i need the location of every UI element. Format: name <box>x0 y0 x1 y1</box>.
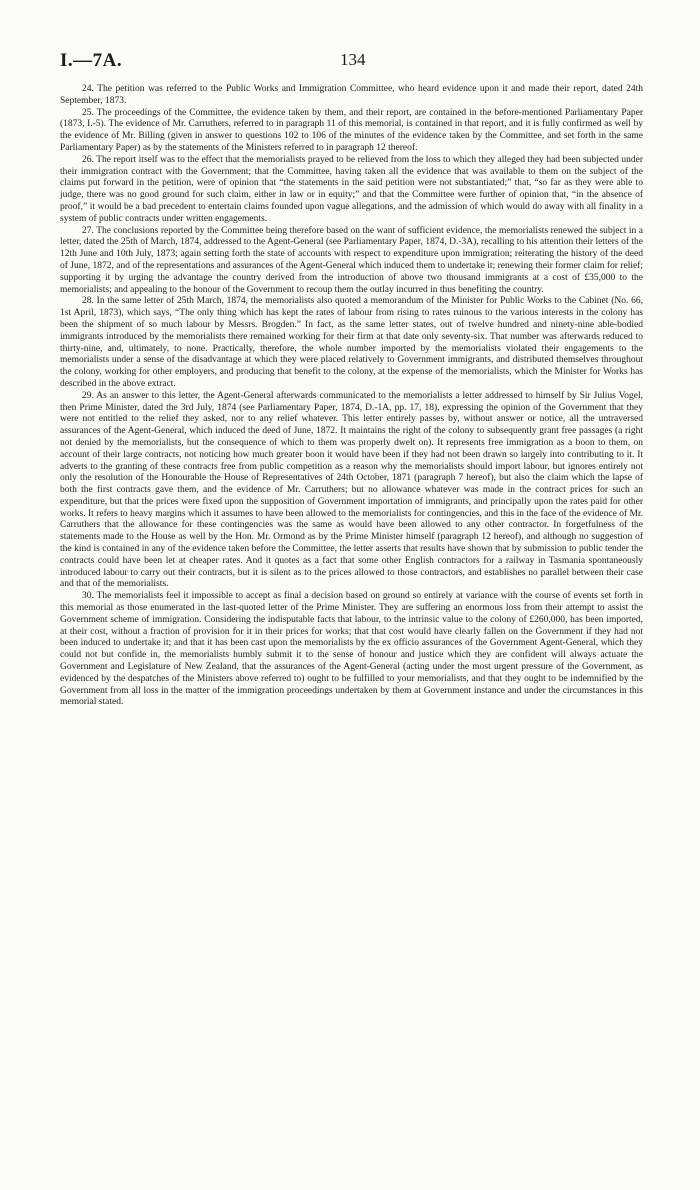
page-number: 134 <box>340 50 366 69</box>
memorial-text <box>60 84 643 709</box>
paragraph-27: 27. The conclusions reported by the Committee being therefore based on the want of sufficient evidence, the memorialists renewed the subject in a letter, dated the 25th of March, 1874, addressed to the Agent-General (see Parliamentary Paper, 1874, D.-3A), recalling to his attention their letters of the 12th June and 10th July, 1873; again setting forth the state of accounts with respect to expenditure upon immigration; reiterating the history of the deed of June, 1872, and of the representations and assurances of the Agent-General which induced them to undertake it; renewing their former claim for relief; supporting it by urging the advantage the country derived from the introduction of above two thousand immigrants at a cost of £35,000 to the memorialists; and appealing to the honour of the Government to recoup them the outlay incurred in thus benefiting the country. <box>60 225 643 295</box>
page-header <box>60 50 642 72</box>
paragraph-30: 30. The memorialists feel it impossible to accept as final a decision based on ground so entirely at variance with the course of events set forth in this memorial as those enumerated in the last-quoted letter of the Prime Minister. They are suffering an enormous loss from their attempt to assist the Government scheme of immigration. Considering the indisputable facts that labour, to the intrinsic value to the colony of £260,000, has been imported, at their cost, without a fraction of provision for it in their prices for works; that that cost would have clearly fallen on the Government if they had not been induced to undertake it; and that it has been cast upon the memorialists by the ex officio assurances of the Government Agent-General, which they could not but confide in, the memorialists humbly submit it to the sense of honour and justice which they are confident will always actuate the Government and Legislature of New Zealand, that the assurances of the Agent-General (acting under the most urgent pressure of the Government, as evidenced by the despatches of the Ministers above referred to) ought to be fulfilled to your memorialists, and that they ought to be indemnified by the Government from all loss in the matter of the immigration proceedings undertaken by them at Government instance and under the circumstances in this memorial stated. <box>60 591 643 708</box>
paragraph-29: 29. As an answer to this letter, the Agent-General afterwards communicated to the memorialists a letter addressed to himself by Sir Julius Vogel, then Prime Minister, dated the 3rd July, 1874 (see Parliamentary Paper, 1874, D.-1A, pp. 17, 18), expressing the opinion of the Government that they were not entitled to the relief they asked, nor to any relief whatever. This letter entirely passes by, without answer or notice, all the untraversed assurances of the Agent-General, which induced the deed of June, 1872. It maintains the right of the colony to subsequently grant free passages (a right not denied by the memorialists, but the consequence of which to them was properly dwelt on). It represents free immigration as a boon to them, on account of their large contracts, not noticing how much greater boon it would have been if they had not been drawn so largely into contributing to it. It adverts to the granting of these contracts free from public competition as a reason why the memorialists should import labour, but ignores entirely not only the resolution of the Honourable the House of Representatives of 24th October, 1871 (paragraph 7 hereof), but also the claim which the lapse of both the first contracts gave them, and the evidence of Mr. Carruthers; but no allowance whatever was made in the contract prices for such an expenditure, but that the prices were fixed upon the supposition of Government importation of immigrants, and principally upon the rates paid for other works. It refers to heavy margins which it assumes to have been allowed to the memorialists for contingencies, and this in the face of the evidence of Mr. Carruthers that the allowance for these contingencies was the same as would have been allowed to any other contractor. In forgetfulness of the statements made to the House as well by the Hon. Mr. Ormond as by the Prime Minister himself (paragraph 12 hereof), and although no suggestion of the kind is contained in any of the evidence taken before the Committee, the letter asserts that results have shown that by submission to public tender the contracts could have been let at cheaper rates. And it quotes as a fact that some other English contractors for a railway in Tasmania spontaneously introduced labour to carry out their contracts, but it is silent as to the prices allowed to those contractors, and establishes no parallel between their case and that of the memorialists. <box>60 390 643 590</box>
paragraph-26: 26. The report itself was to the effect that the memorialists prayed to be relieved from the loss to which they alleged they had been subjected under their immigration contract with the Government; that the Committee, having taken all the evidence that was available to them on the subject of the claims put forward in the petition, were of opinion that “the statements in the said petition were not substantiated;” that, “so far as they were able to judge, there was no good ground for such claim, either in law or in equity;” and that the Committee were further of opinion that, “in the absence of proof,” it would be a bad precedent to entertain claims founded upon vague allegations, and the admission of which would do away with all finality in a system of public contracts under written engagements. <box>60 154 643 224</box>
paragraph-24: 24. The petition was referred to the Public Works and Immigration Committee, who heard evidence upon it and made their report, dated 24th September, 1873. <box>60 84 643 106</box>
paragraph-28: 28. In the same letter of 25th March, 1874, the memorialists also quoted a memorandum of the Minister for Public Works to the Cabinet (No. 66, 1st April, 1873), which says, “The only thing which has kept the rates of labour from rising to rates ruinous to the various interests in the colony has been the shipment of so much labour by Messrs. Brogden.” In fact, as the same letter states, out of twelve hundred and ninety-nine able-bodied immigrants introduced by the memorialists there remained working for their firm at that date only seventy-six. That number was afterwards reduced to thirty-nine, and, ultimately, to none. Practically, therefore, the whole number imported by the memorialists violated their engagements to the memorialists under a sense of the disadvantage at which they were placed relatively to Government immigrants, and distributed themselves throughout the colony, working for other employers, and producing that benefit to the colony, at the expense of the memorialists, which the Minister for Works has described in the above extract. <box>60 296 643 389</box>
document-reference: I.—7A. <box>60 50 123 71</box>
paragraph-25: 25. The proceedings of the Committee, the evidence taken by them, and their report, are contained in the before-mentioned Parliamentary Paper (1873, I.-5). The evidence of Mr. Carruthers, referred to in paragraph 11 of this memorial, is contained in that report, and it is fully confirmed as well by the evidence of Mr. Billing (given in answer to questions 102 to 106 of the minutes of the evidence taken by the Committee, and set forth in the same Parliamentary Paper) as by the statements of the Ministers referred to in paragraph 12 thereof. <box>60 107 643 153</box>
